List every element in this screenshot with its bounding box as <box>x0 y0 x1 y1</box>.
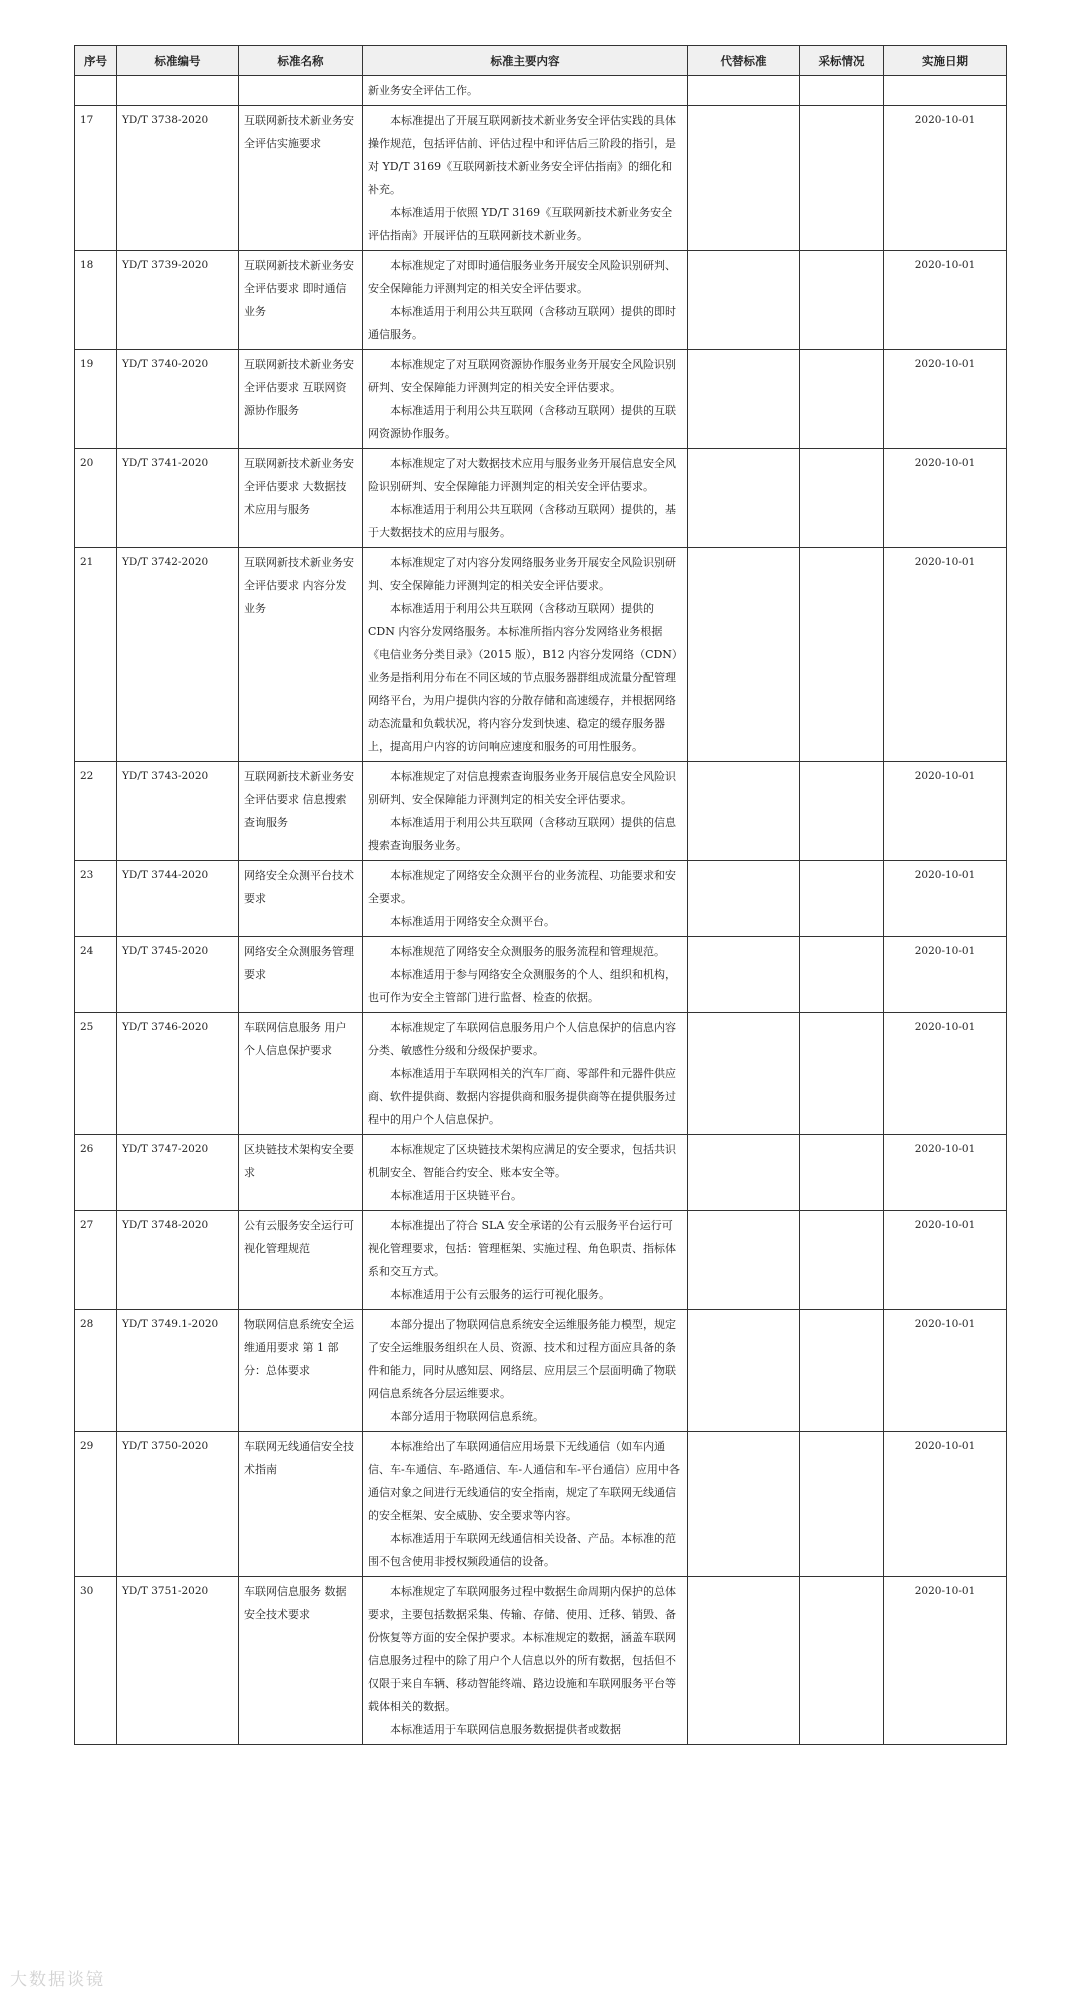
table-row <box>75 1013 1007 1135</box>
cell-adoption <box>800 1013 884 1135</box>
cell-replaced <box>688 106 800 251</box>
table-row <box>75 1211 1007 1310</box>
table-row <box>75 1577 1007 1745</box>
cell-standard-name: 车联网无线通信安全技术指南 <box>239 1432 363 1577</box>
cell-standard-name: 互联网新技术新业务安全评估要求 即时通信业务 <box>239 251 363 350</box>
cell-content <box>363 350 688 449</box>
content-paragraph: 本标准规定了网络安全众测平台的业务流程、功能要求和安全要求。 <box>368 869 676 905</box>
cell-replaced <box>688 937 800 1013</box>
cell-content <box>363 251 688 350</box>
cell-serial: 20 <box>75 449 117 548</box>
table-row <box>75 1310 1007 1432</box>
cell-replaced <box>688 762 800 861</box>
content-paragraph: 本标准适用于车联网信息服务数据提供者或数据 <box>390 1723 621 1736</box>
cell-content <box>363 1211 688 1310</box>
content-paragraph: 本标准适用于利用公共互联网（含移动互联网）提供的即时通信服务。 <box>368 305 676 341</box>
cell-content <box>363 1577 688 1745</box>
content-paragraph: 本标准规定了车联网信息服务用户个人信息保护的信息内容分类、敏感性分级和分级保护要求。 <box>368 1021 676 1057</box>
cell-adoption <box>800 861 884 937</box>
cell-standard-code: YD/T 3747-2020 <box>117 1135 239 1211</box>
cell-effective-date: 2020-10-01 <box>884 937 1007 1013</box>
content-paragraph: 本标准规范了网络安全众测服务的服务流程和管理规范。 <box>390 945 665 958</box>
cell-standard-code: YD/T 3750-2020 <box>117 1432 239 1577</box>
cell-adoption <box>800 548 884 762</box>
cell-replaced <box>688 1310 800 1432</box>
cell-standard-code: YD/T 3743-2020 <box>117 762 239 861</box>
content-paragraph: 本标准规定了对信息搜索查询服务业务开展信息安全风险识别研判、安全保障能力评测判定的相关安全评估要求。 <box>368 770 676 806</box>
content-paragraph: 本标准给出了车联网通信应用场景下无线通信（如车内通信、车-车通信、车-路通信、车-人通信和车-平台通信）应用中各通信对象之间进行无线通信的安全指南，规定了车联网无线通信的安全框架、安全威胁、安全要求等内容。 <box>368 1440 680 1522</box>
cell-standard-name: 区块链技术架构安全要求 <box>239 1135 363 1211</box>
cell-effective-date: 2020-10-01 <box>884 762 1007 861</box>
cell-adoption <box>800 1432 884 1577</box>
cell-replaced <box>688 1577 800 1745</box>
cell-standard-name: 网络安全众测平台技术要求 <box>239 861 363 937</box>
cell-standard-code: YD/T 3741-2020 <box>117 449 239 548</box>
header-name: 标准名称 <box>239 46 363 76</box>
table-row <box>75 1135 1007 1211</box>
cell-adoption <box>800 350 884 449</box>
cell-replaced <box>688 1135 800 1211</box>
cell-content <box>363 1013 688 1135</box>
header-date: 实施日期 <box>884 46 1007 76</box>
content-paragraph: 本标准规定了对互联网资源协作服务业务开展安全风险识别研判、安全保障能力评测判定的相关安全评估要求。 <box>368 358 676 394</box>
cell-adoption <box>800 1577 884 1745</box>
table-row <box>75 548 1007 762</box>
cell-replaced <box>688 1013 800 1135</box>
table-row <box>75 106 1007 251</box>
cell-content <box>363 449 688 548</box>
table-body <box>75 76 1007 1745</box>
cell-serial: 29 <box>75 1432 117 1577</box>
table-row <box>75 449 1007 548</box>
content-paragraph: 本标准适用于利用公共互联网（含移动互联网）提供的 CDN 内容分发网络服务。本标准所指内容分发网络业务根据《电信业务分类目录》（2015 版），B12 内容分发网络（CDN）业务是指利用分布在不同区域的节点服务器群组成流量分配管理网络平台，为用户提供内容的分散存储和高速缓存，并根据网络动态流量和负载状况，将内容分发到快速、稳定的缓存服务器上，提高用户内容的访问响应速度和服务的可用性服务。 <box>368 602 678 753</box>
table-row <box>75 861 1007 937</box>
cell-standard-code: YD/T 3745-2020 <box>117 937 239 1013</box>
cell-effective-date: 2020-10-01 <box>884 1135 1007 1211</box>
cell-serial: 28 <box>75 1310 117 1432</box>
cell-serial: 21 <box>75 548 117 762</box>
header-content: 标准主要内容 <box>363 46 688 76</box>
cell-replaced <box>688 1432 800 1577</box>
cell-effective-date: 2020-10-01 <box>884 106 1007 251</box>
cell-serial: 26 <box>75 1135 117 1211</box>
cell-replaced <box>688 548 800 762</box>
cell-standard-code: YD/T 3740-2020 <box>117 350 239 449</box>
content-paragraph: 本标准适用于车联网无线通信相关设备、产品。本标准的范围不包含使用非授权频段通信的设备。 <box>368 1532 676 1568</box>
cell-adoption <box>800 1211 884 1310</box>
content-paragraph: 本标准适用于利用公共互联网（含移动互联网）提供的，基于大数据技术的应用与服务。 <box>368 503 676 539</box>
cell-serial: 22 <box>75 762 117 861</box>
cell-effective-date: 2020-10-01 <box>884 1211 1007 1310</box>
cell-standard-name: 互联网新技术新业务安全评估要求 大数据技术应用与服务 <box>239 449 363 548</box>
cell-adoption <box>800 1310 884 1432</box>
cell-content <box>363 1432 688 1577</box>
table-row <box>75 1432 1007 1577</box>
cell-standard-name: 互联网新技术新业务安全评估实施要求 <box>239 106 363 251</box>
cell-content <box>363 762 688 861</box>
cell-effective-date: 2020-10-01 <box>884 350 1007 449</box>
table-row <box>75 937 1007 1013</box>
cell-serial: 27 <box>75 1211 117 1310</box>
cell-effective-date: 2020-10-01 <box>884 861 1007 937</box>
content-paragraph: 本标准规定了车联网服务过程中数据生命周期内保护的总体要求，主要包括数据采集、传输、存储、使用、迁移、销毁、备份恢复等方面的安全保护要求。本标准规定的数据，涵盖车联网信息服务过程中的除了用户个人信息以外的所有数据，包括但不仅限于来自车辆、移动智能终端、路边设施和车联网服务平台等载体相关的数据。 <box>368 1585 676 1713</box>
table-row <box>75 350 1007 449</box>
cell-serial: 30 <box>75 1577 117 1745</box>
content-paragraph: 本标准规定了对大数据技术应用与服务业务开展信息安全风险识别研判、安全保障能力评测判定的相关安全评估要求。 <box>368 457 676 493</box>
cell-effective-date: 2020-10-01 <box>884 1432 1007 1577</box>
cell-content <box>363 937 688 1013</box>
cell-replaced <box>688 251 800 350</box>
cell-serial: 17 <box>75 106 117 251</box>
cell-standard-code: YD/T 3748-2020 <box>117 1211 239 1310</box>
content-paragraph: 本部分提出了物联网信息系统安全运维服务能力模型，规定了安全运维服务组织在人员、资源、技术和过程方面应具备的条件和能力，同时从感知层、网络层、应用层三个层面明确了物联网信息系统各分层运维要求。 <box>368 1318 676 1400</box>
cell-standard-name: 互联网新技术新业务安全评估要求 内容分发业务 <box>239 548 363 762</box>
standards-table-page <box>74 45 1006 1745</box>
cell-content <box>363 1135 688 1211</box>
carry-over-text: 新业务安全评估工作。 <box>363 76 688 106</box>
cell-adoption <box>800 251 884 350</box>
cell-standard-name: 车联网信息服务 用户个人信息保护要求 <box>239 1013 363 1135</box>
carry-over-row <box>75 76 1007 106</box>
content-paragraph: 本标准提出了开展互联网新技术新业务安全评估实践的具体操作规范，包括评估前、评估过程中和评估后三阶段的指引，是对 YD/T 3169《互联网新技术新业务安全评估指南》的细化和补充。 <box>368 114 676 196</box>
cell-effective-date: 2020-10-01 <box>884 1310 1007 1432</box>
cell-standard-code: YD/T 3749.1-2020 <box>117 1310 239 1432</box>
content-paragraph: 本标准适用于利用公共互联网（含移动互联网）提供的互联网资源协作服务。 <box>368 404 676 440</box>
cell-standard-code: YD/T 3739-2020 <box>117 251 239 350</box>
cell-content <box>363 548 688 762</box>
cell-standard-name: 车联网信息服务 数据安全技术要求 <box>239 1577 363 1745</box>
cell-adoption <box>800 449 884 548</box>
cell-standard-name: 互联网新技术新业务安全评估要求 互联网资源协作服务 <box>239 350 363 449</box>
header-code: 标准编号 <box>117 46 239 76</box>
standards-table <box>74 45 1007 1745</box>
cell-content <box>363 106 688 251</box>
cell-serial: 25 <box>75 1013 117 1135</box>
cell-standard-name: 互联网新技术新业务安全评估要求 信息搜索查询服务 <box>239 762 363 861</box>
content-paragraph: 本标准适用于参与网络安全众测服务的个人、组织和机构，也可作为安全主管部门进行监督、检查的依据。 <box>368 968 676 1004</box>
cell-replaced <box>688 1211 800 1310</box>
cell-effective-date: 2020-10-01 <box>884 251 1007 350</box>
content-paragraph: 本部分适用于物联网信息系统。 <box>390 1410 544 1423</box>
table-header-row <box>75 46 1007 76</box>
header-serial: 序号 <box>75 46 117 76</box>
content-paragraph: 本标准规定了对即时通信服务业务开展安全风险识别研判、安全保障能力评测判定的相关安全评估要求。 <box>368 259 676 295</box>
cell-replaced <box>688 861 800 937</box>
cell-standard-code: YD/T 3746-2020 <box>117 1013 239 1135</box>
content-paragraph: 本标准适用于依照 YD/T 3169《互联网新技术新业务安全评估指南》开展评估的互联网新技术新业务。 <box>368 206 673 242</box>
cell-content <box>363 1310 688 1432</box>
watermark-logo: 大数据谈镜 <box>10 1970 105 1990</box>
cell-replaced <box>688 350 800 449</box>
header-replaced: 代替标准 <box>688 46 800 76</box>
cell-standard-code: YD/T 3744-2020 <box>117 861 239 937</box>
content-paragraph: 本标准适用于利用公共互联网（含移动互联网）提供的信息搜索查询服务业务。 <box>368 816 676 852</box>
cell-standard-name: 物联网信息系统安全运维通用要求 第 1 部分：总体要求 <box>239 1310 363 1432</box>
table-row <box>75 762 1007 861</box>
cell-serial: 18 <box>75 251 117 350</box>
content-paragraph: 本标准适用于公有云服务的运行可视化服务。 <box>390 1288 610 1301</box>
cell-content <box>363 861 688 937</box>
cell-adoption <box>800 937 884 1013</box>
cell-replaced <box>688 449 800 548</box>
cell-standard-code: YD/T 3738-2020 <box>117 106 239 251</box>
cell-standard-name: 网络安全众测服务管理要求 <box>239 937 363 1013</box>
cell-standard-name: 公有云服务安全运行可视化管理规范 <box>239 1211 363 1310</box>
cell-standard-code: YD/T 3751-2020 <box>117 1577 239 1745</box>
content-paragraph: 本标准适用于车联网相关的汽车厂商、零部件和元器件供应商、软件提供商、数据内容提供商和服务提供商等在提供服务过程中的用户个人信息保护。 <box>368 1067 676 1126</box>
cell-adoption <box>800 762 884 861</box>
cell-adoption <box>800 1135 884 1211</box>
cell-effective-date: 2020-10-01 <box>884 449 1007 548</box>
header-adoption: 采标情况 <box>800 46 884 76</box>
content-paragraph: 本标准规定了对内容分发网络服务业务开展安全风险识别研判、安全保障能力评测判定的相关安全评估要求。 <box>368 556 676 592</box>
table-row <box>75 251 1007 350</box>
cell-effective-date: 2020-10-01 <box>884 548 1007 762</box>
cell-serial: 19 <box>75 350 117 449</box>
cell-adoption <box>800 106 884 251</box>
cell-standard-code: YD/T 3742-2020 <box>117 548 239 762</box>
cell-effective-date: 2020-10-01 <box>884 1013 1007 1135</box>
cell-serial: 23 <box>75 861 117 937</box>
content-paragraph: 本标准提出了符合 SLA 安全承诺的公有云服务平台运行可视化管理要求，包括：管理框架、实施过程、角色职责、指标体系和交互方式。 <box>368 1219 676 1278</box>
content-paragraph: 本标准规定了区块链技术架构应满足的安全要求，包括共识机制安全、智能合约安全、账本安全等。 <box>368 1143 676 1179</box>
content-paragraph: 本标准适用于网络安全众测平台。 <box>390 915 555 928</box>
cell-serial: 24 <box>75 937 117 1013</box>
cell-effective-date: 2020-10-01 <box>884 1577 1007 1745</box>
content-paragraph: 本标准适用于区块链平台。 <box>390 1189 522 1202</box>
